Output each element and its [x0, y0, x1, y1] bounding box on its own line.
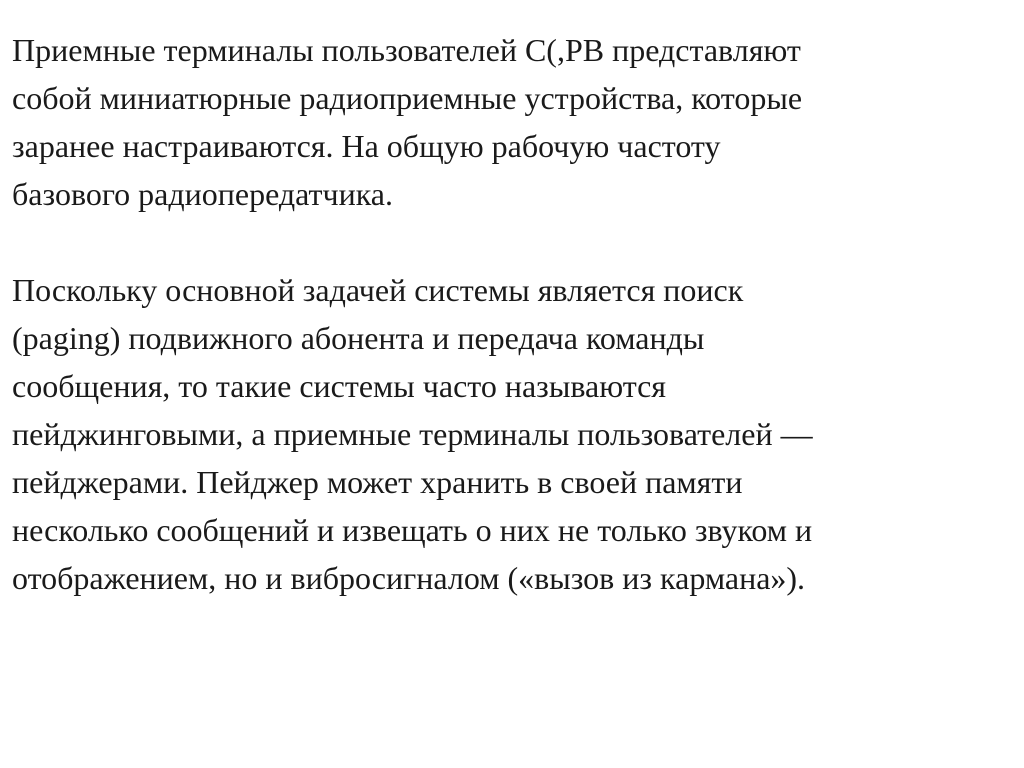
paragraph-spacer [12, 218, 1016, 266]
text-line: отображением, но и вибросигналом («вызов из кармана»). [12, 560, 806, 596]
paragraph-paging-systems [12, 266, 1016, 602]
text-line: базового радиопередатчика. [12, 176, 393, 212]
document-page [12, 26, 1016, 602]
text-line: заранее настраиваются. На общую рабочую частоту [12, 128, 721, 164]
text-line: сообщения, то такие системы часто называются [12, 368, 666, 404]
text-line: (paging) подвижного абонента и передача команды [12, 320, 705, 356]
paragraph-receiver-terminals [12, 26, 1016, 218]
text-line: Поскольку основной задачей системы является поиск [12, 272, 744, 308]
text-line: собой миниатюрные радиоприемные устройства, которые [12, 80, 803, 116]
text-line: несколько сообщений и извещать о них не только звуком и [12, 512, 813, 548]
text-line: пейджинговыми, а приемные терминалы пользователей — [12, 416, 813, 452]
text-line: Приемные терминалы пользователей С(,РВ представляют [12, 32, 801, 68]
text-line: пейджерами. Пейджер может хранить в своей памяти [12, 464, 743, 500]
